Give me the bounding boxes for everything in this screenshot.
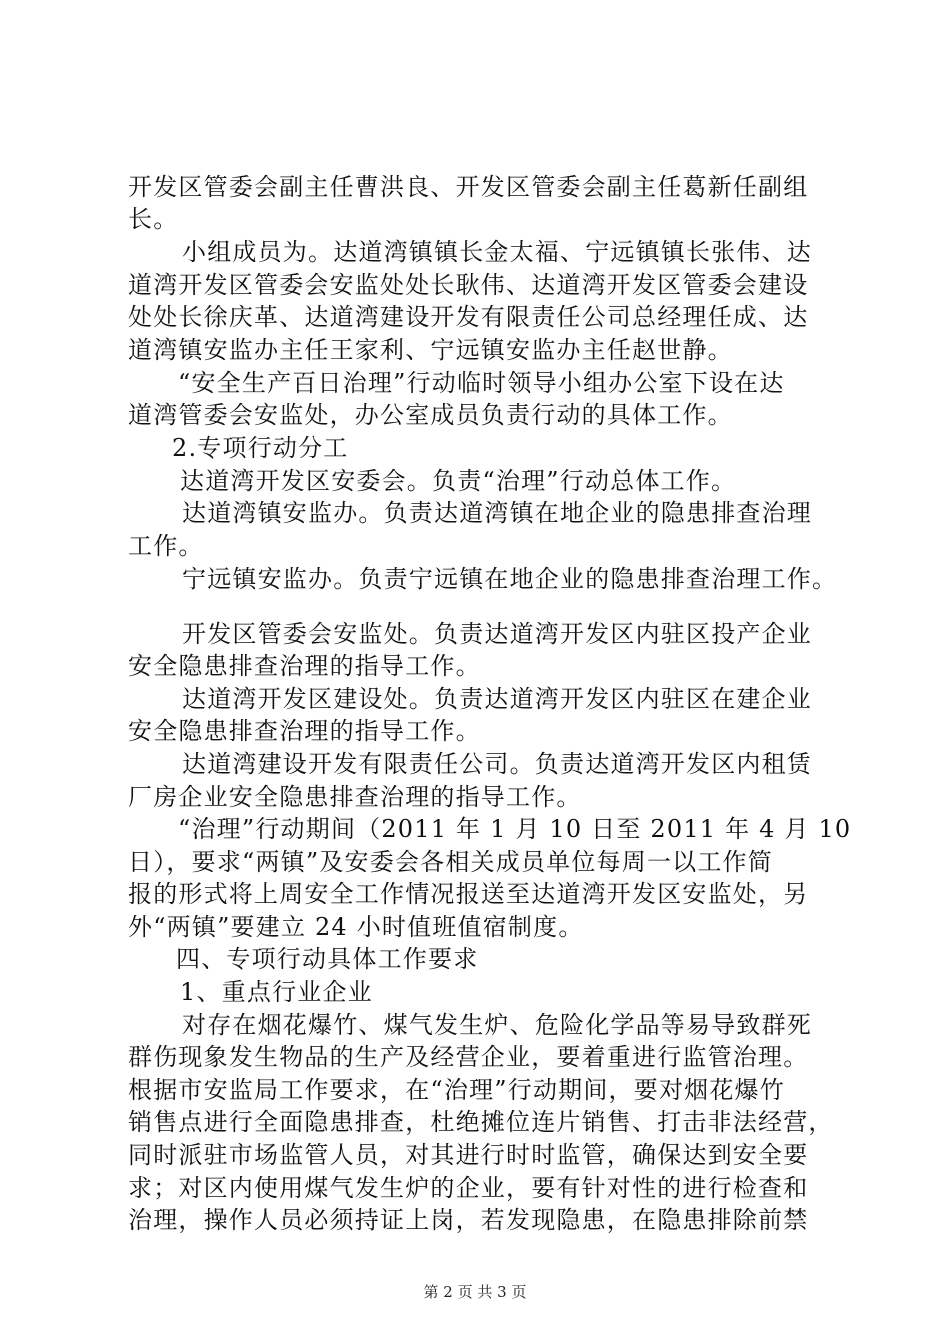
body-text-line: 宁远镇安监办。负责宁远镇在地企业的隐患排查治理工作。 <box>182 565 838 593</box>
page-number-indicator: 第 2 页 共 3 页 <box>423 1283 527 1301</box>
body-text-line: 根据市安监局工作要求，在“治理”行动期间，要对烟花爆竹 <box>128 1076 785 1104</box>
body-text-line: 治理，操作人员必须持证上岗，若发现隐患，在隐患排除前禁 <box>128 1206 809 1234</box>
body-text-line: 小组成员为。达道湾镇镇长金太福、宁远镇镇长张伟、达 <box>182 238 812 266</box>
body-text-line: 对存在烟花爆竹、煤气发生炉、危险化学品等易导致群死 <box>182 1011 812 1039</box>
page-footer <box>0 1282 950 1302</box>
section-heading: 四、专项行动具体工作要求 <box>176 945 479 973</box>
body-text-line: 安全隐患排查治理的指导工作。 <box>128 652 481 680</box>
section-heading: 2.专项行动分工 <box>172 434 349 462</box>
body-text-line: “治理”行动期间（2011 年 1 月 10 日至 2011 年 4 月 10 <box>178 815 852 843</box>
body-text-line: 道湾管委会安监处，办公室成员负责行动的具体工作。 <box>128 401 733 429</box>
body-text-line: 达道湾开发区安委会。负责“治理”行动总体工作。 <box>180 467 737 495</box>
body-text-line: 长。 <box>128 205 179 233</box>
body-text-line: 开发区管委会安监处。负责达道湾开发区内驻区投产企业 <box>182 620 812 648</box>
body-text-line: 工作。 <box>128 532 204 560</box>
body-text-line: 求；对区内使用煤气发生炉的企业，要有针对性的进行检查和 <box>128 1174 809 1202</box>
body-text-line: 群伤现象发生物品的生产及经营企业，要着重进行监管治理。 <box>128 1043 809 1071</box>
body-text-line: 达道湾建设开发有限责任公司。负责达道湾开发区内租赁 <box>182 750 812 778</box>
body-text-line: “安全生产百日治理”行动临时领导小组办公室下设在达 <box>178 369 785 397</box>
body-text-line: 道湾镇安监办主任王家利、宁远镇安监办主任赵世静。 <box>128 336 733 364</box>
body-text-line: 同时派驻市场监管人员，对其进行时时监管，确保达到安全要 <box>128 1141 809 1169</box>
body-text-line: 处处长徐庆革、达道湾建设开发有限责任公司总经理任成、达 <box>128 303 809 331</box>
body-text-line: 安全隐患排查治理的指导工作。 <box>128 717 481 745</box>
body-text-line: 达道湾镇安监办。负责达道湾镇在地企业的隐患排查治理 <box>182 499 812 527</box>
body-text-line: 开发区管委会副主任曹洪良、开发区管委会副主任葛新任副组 <box>128 173 809 201</box>
body-text-line: 外“两镇”要建立 24 小时值班值宿制度。 <box>128 913 584 941</box>
body-text-line: 日），要求“两镇”及安委会各相关成员单位每周一以工作简 <box>128 848 773 876</box>
body-text-line: 道湾开发区管委会安监处处长耿伟、达道湾开发区管委会建设 <box>128 271 809 299</box>
body-text-line: 报的形式将上周安全工作情况报送至达道湾开发区安监处，另 <box>128 880 809 908</box>
body-text-line: 达道湾开发区建设处。负责达道湾开发区内驻区在建企业 <box>182 685 812 713</box>
body-text-line: 厂房企业安全隐患排查治理的指导工作。 <box>128 783 582 811</box>
subsection-heading: 1、重点行业企业 <box>180 978 373 1006</box>
body-text-line: 销售点进行全面隐患排查，杜绝摊位连片销售、打击非法经营， <box>128 1108 834 1136</box>
